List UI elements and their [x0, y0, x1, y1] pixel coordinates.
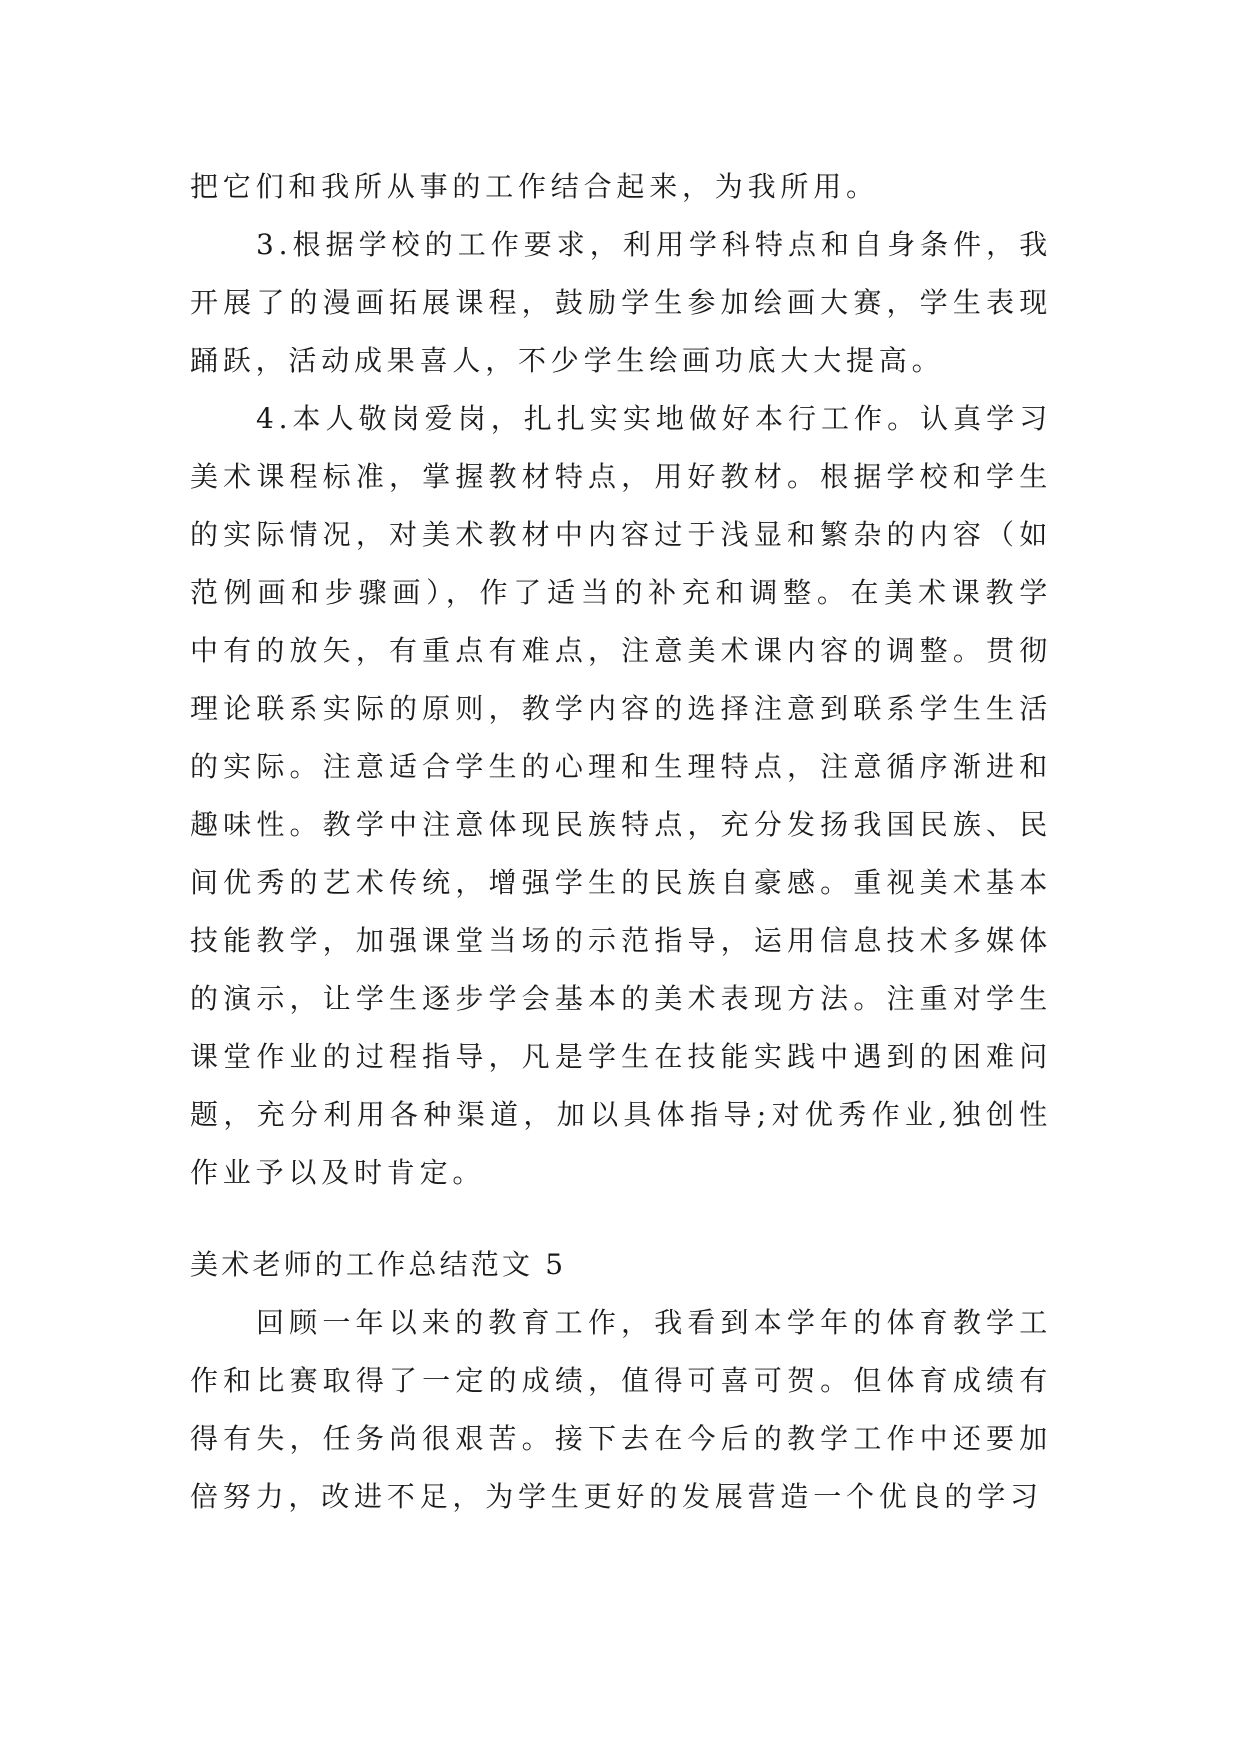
section-paragraph: 回顾一年以来的教育工作，我看到本学年的体育教学工作和比赛取得了一定的成绩，值得可喜可贺。但体育成绩有得有失，任务尚很艰苦。接下去在今后的教学工作中还要加倍努力，改进不足，为学生更好的发展营造一个优良的学习: [190, 1306, 1052, 1513]
paragraph-item-4: 4.本人敬岗爱岗，扎扎实实地做好本行工作。认真学习美术课程标准，掌握教材特点，用好教材。根据学校和学生的实际情况，对美术教材中内容过于浅显和繁杂的内容（如范例画和步骤画），作了适当的补充和调整。在美术课教学中有的放矢，有重点有难点，注意美术课内容的调整。贯彻理论联系实际的原则，教学内容的选择注意到联系学生生活的实际。注意适合学生的心理和生理特点，注意循序渐进和趣味性。教学中注意体现民族特点，充分发扬我国民族、民间优秀的艺术传统，增强学生的民族自豪感。重视美术基本技能教学，加强课堂当场的示范指导，运用信息技术多媒体的演示，让学生逐步学会基本的美术表现方法。注重对学生课堂作业的过程指导，凡是学生在技能实践中遇到的困难问题，充分利用各种渠道，加以具体指导;对优秀作业,独创性作业予以及时肯定。: [190, 402, 1052, 1189]
document-body: [190, 158, 1052, 1526]
section-heading: 美术老师的工作总结范文 5: [190, 1248, 567, 1281]
paragraph-item-3: 3.根据学校的工作要求，利用学科特点和自身条件，我开展了的漫画拓展课程，鼓励学生参加绘画大赛，学生表现踊跃，活动成果喜人，不少学生绘画功底大大提高。: [190, 228, 1052, 377]
paragraph-continued: 把它们和我所从事的工作结合起来，为我所用。: [190, 170, 879, 203]
